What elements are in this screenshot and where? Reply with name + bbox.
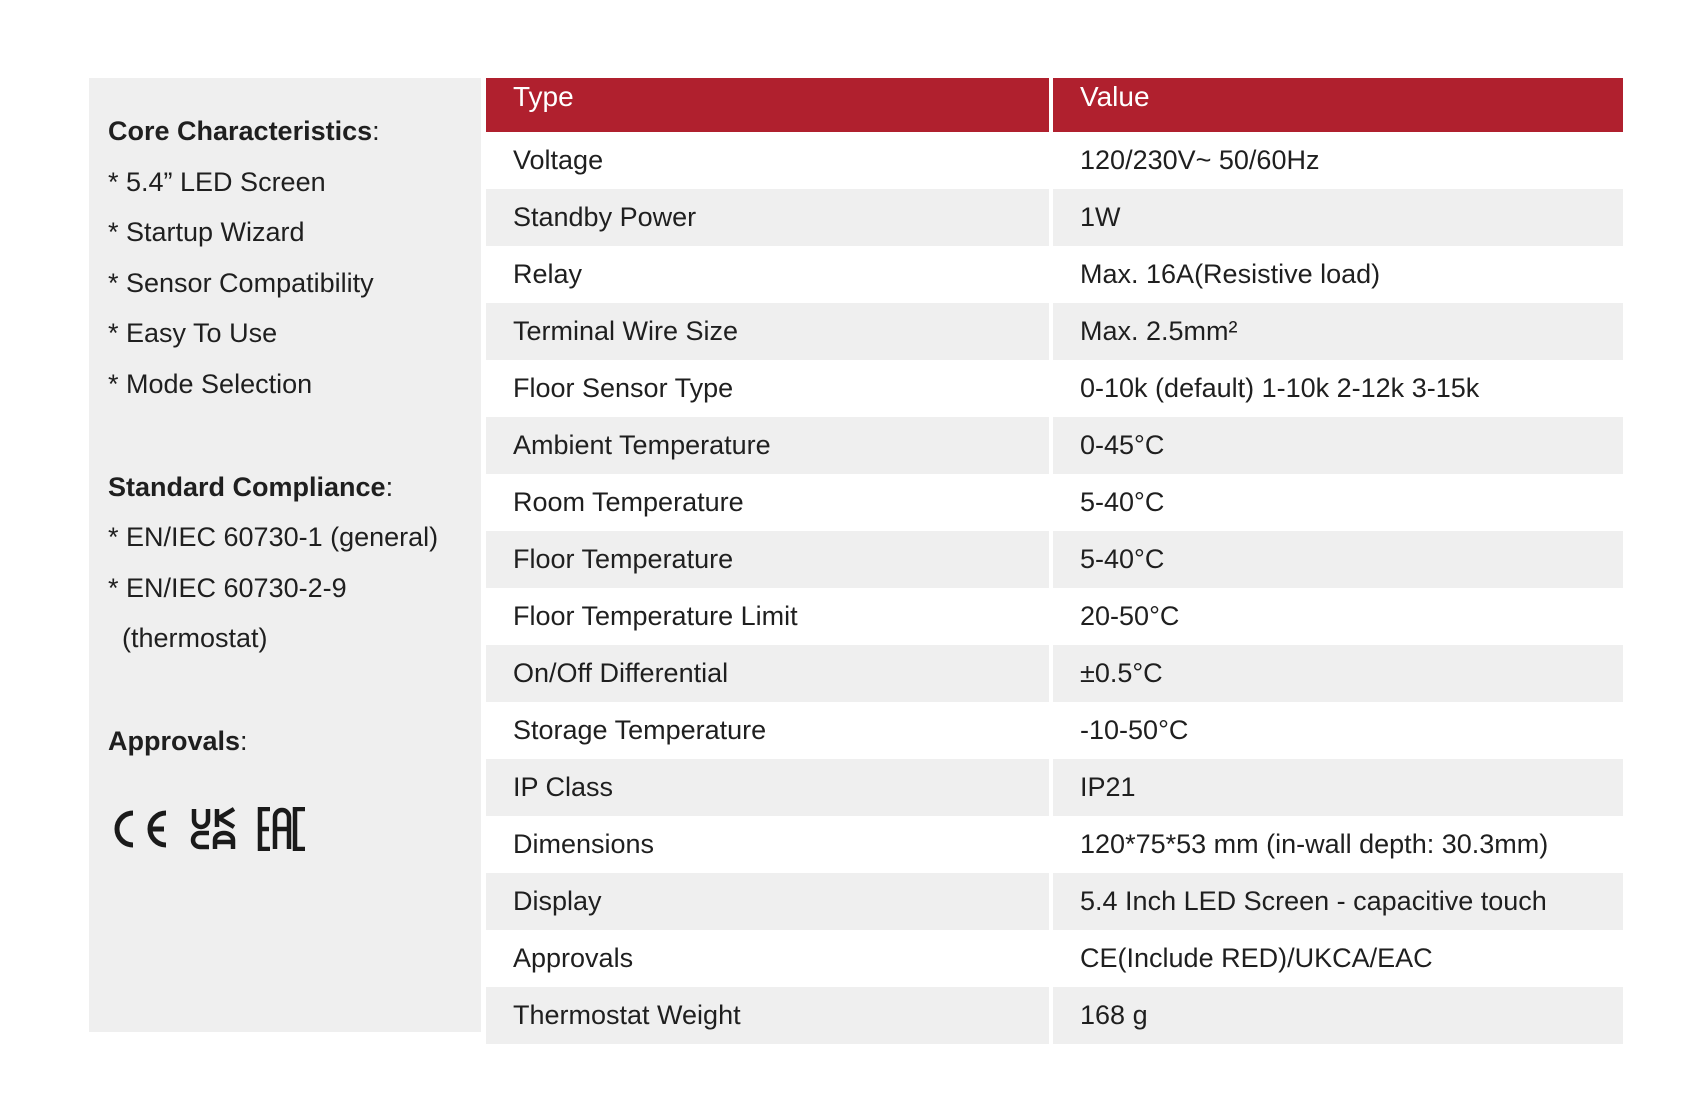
spec-value-cell: 5.4 Inch LED Screen - capacitive touch — [1053, 873, 1623, 930]
ukca-mark-icon — [190, 807, 240, 851]
spec-value-cell: ±0.5°C — [1053, 645, 1623, 702]
spec-type-cell: Floor Temperature — [486, 531, 1049, 588]
table-row — [486, 474, 1623, 531]
spec-type-cell: Room Temperature — [486, 474, 1049, 531]
table-row — [486, 816, 1623, 873]
table-row — [486, 303, 1623, 360]
eac-mark-icon — [256, 807, 308, 851]
table-row — [486, 132, 1623, 189]
table-row — [486, 645, 1623, 702]
feature-item: * Easy To Use — [108, 318, 278, 348]
spec-type-cell: Terminal Wire Size — [486, 303, 1049, 360]
table-row — [486, 930, 1623, 987]
table-row — [486, 987, 1623, 1044]
spec-value-cell: 168 g — [1053, 987, 1623, 1044]
compliance-item: * EN/IEC 60730-2-9 — [108, 573, 347, 603]
spec-value-cell: Max. 2.5mm² — [1053, 303, 1623, 360]
spec-value-cell: 120/230V~ 50/60Hz — [1053, 132, 1623, 189]
approvals-heading: Approvals: — [108, 726, 248, 756]
spec-value-cell: 0-45°C — [1053, 417, 1623, 474]
compliance-item: * EN/IEC 60730-1 (general) — [108, 522, 439, 552]
spec-value-cell: 20-50°C — [1053, 588, 1623, 645]
table-header-row — [486, 78, 1623, 132]
approval-marks — [108, 806, 308, 852]
table-row — [486, 360, 1623, 417]
feature-item: * Sensor Compatibility — [108, 268, 374, 298]
spec-type-cell: Standby Power — [486, 189, 1049, 246]
spec-type-cell: On/Off Differential — [486, 645, 1049, 702]
table-row — [486, 759, 1623, 816]
specifications-table — [486, 78, 1623, 1044]
feature-item: * Startup Wizard — [108, 217, 305, 247]
table-row — [486, 246, 1623, 303]
spec-value-cell: 120*75*53 mm (in-wall depth: 30.3mm) — [1053, 816, 1623, 873]
spec-value-cell: CE(Include RED)/UKCA/EAC — [1053, 930, 1623, 987]
spec-type-cell: Storage Temperature — [486, 702, 1049, 759]
spec-type-cell: Approvals — [486, 930, 1049, 987]
spec-type-cell: Dimensions — [486, 816, 1049, 873]
value-column-header: Value — [1053, 78, 1623, 132]
spec-type-cell: Ambient Temperature — [486, 417, 1049, 474]
core-characteristics-heading: Core Characteristics: — [108, 116, 380, 146]
spec-value-cell: 0-10k (default) 1-10k 2-12k 3-15k — [1053, 360, 1623, 417]
table-row — [486, 873, 1623, 930]
spec-type-cell: Floor Sensor Type — [486, 360, 1049, 417]
table-row — [486, 417, 1623, 474]
spec-value-cell: 5-40°C — [1053, 474, 1623, 531]
spec-type-cell: Relay — [486, 246, 1049, 303]
spec-value-cell: Max. 16A(Resistive load) — [1053, 246, 1623, 303]
table-row — [486, 531, 1623, 588]
feature-item: * 5.4” LED Screen — [108, 167, 326, 197]
type-column-header: Type — [486, 78, 1049, 132]
spec-type-cell: Floor Temperature Limit — [486, 588, 1049, 645]
spec-type-cell: Voltage — [486, 132, 1049, 189]
table-row — [486, 702, 1623, 759]
spec-type-cell: IP Class — [486, 759, 1049, 816]
spec-value-cell: -10-50°C — [1053, 702, 1623, 759]
table-row — [486, 588, 1623, 645]
table-row — [486, 189, 1623, 246]
spec-type-cell: Thermostat Weight — [486, 987, 1049, 1044]
spec-type-cell: Display — [486, 873, 1049, 930]
compliance-item: (thermostat) — [122, 623, 268, 653]
spec-value-cell: IP21 — [1053, 759, 1623, 816]
spec-value-cell: 5-40°C — [1053, 531, 1623, 588]
feature-item: * Mode Selection — [108, 369, 313, 399]
spec-value-cell: 1W — [1053, 189, 1623, 246]
features-panel — [89, 78, 481, 1032]
ce-mark-icon — [108, 807, 170, 851]
standard-compliance-heading: Standard Compliance: — [108, 472, 394, 502]
